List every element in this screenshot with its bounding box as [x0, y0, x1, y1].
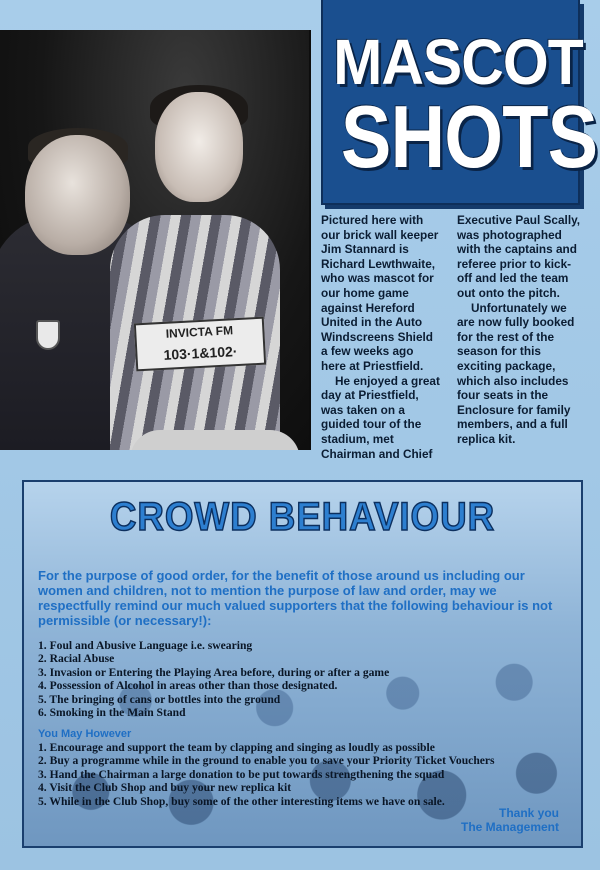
list-item: 2. Buy a programme while in the ground to enable you to save your Priority Ticket Vouchers [38, 754, 495, 768]
article-paragraph: Unfortunately we are now fully booked for the rest of the season for this exciting package, which also includes four seats in the Enclosure for family members, and a full replica kit. [457, 300, 575, 446]
keeper-head [25, 135, 130, 255]
list-item: 5. While in the Club Shop, buy some of the other interesting items we have on sale. [38, 794, 445, 808]
mascot-head [155, 92, 243, 202]
list-item: 3. Invasion or Entering the Playing Area before, during or after a game [38, 665, 390, 679]
article-column-1 [321, 213, 441, 461]
crowd-behaviour-box [22, 480, 583, 848]
list-item: 4. Possession of Alcohol in areas other than those designated. [38, 679, 338, 693]
list-item: 4. Visit the Club Shop and buy your new replica kit [38, 781, 292, 795]
mascot-knee [130, 430, 300, 450]
mascot-photo [0, 30, 311, 450]
shirt-sponsor-line2: 103·1&102· [163, 343, 238, 363]
permitted-list [38, 741, 578, 808]
shirt-sponsor-line1: INVICTA FM [165, 323, 234, 341]
list-item: 1. Encourage and support the team by clapping and singing as loudly as possible [38, 741, 435, 754]
sign-off-signature: The Management [460, 820, 559, 834]
list-item: 3. Hand the Chairman a large donation to be put towards strengthening the squad [38, 767, 445, 781]
title-line-1: MASCOT [333, 26, 583, 98]
list-item: 5. The bringing of cans or bottles into the ground [38, 692, 281, 706]
not-permitted-list [38, 639, 578, 719]
sign-off [461, 806, 559, 834]
crowd-behaviour-intro: For the purpose of good order, for the benefit of those around us including our women and children, not to mention the purpose of law and order, may we respectfully remind our much valued supporters that the following behaviour is not permissible (or necessary!): [38, 568, 553, 628]
list-item: 1. Foul and Abusive Language i.e. swearing [38, 639, 253, 652]
club-crest-icon [36, 320, 60, 350]
mascot-shots-title-box [321, 0, 598, 205]
sign-off-thanks: Thank you [498, 806, 559, 820]
crowd-behaviour-headline: CROWD BEHAVIOUR [109, 495, 496, 539]
shirt-sponsor [134, 317, 266, 372]
article-paragraph: Executive Paul Scally, was photographed with the captains and referee prior to kick-off and led the team out onto the pitch. [457, 213, 581, 300]
list-item: 2. Racial Abuse [38, 652, 115, 666]
article-paragraph: He enjoyed a great day at Priestfield, was taken on a guided tour of the stadium, met Chairman and Chief [321, 373, 440, 461]
title-line-2: SHOTS [340, 87, 598, 186]
article-column-2 [457, 213, 582, 447]
list-item: 6. Smoking in the Main Stand [38, 706, 186, 720]
you-may-however-heading: You May However [38, 728, 132, 740]
article-paragraph: Pictured here with our brick wall keeper Jim Stannard is Richard Lewthwaite, who was mascot for our home game against Hereford United in the Auto Windscreens Shield a few weeks ago here at Priestfield. [321, 213, 439, 373]
